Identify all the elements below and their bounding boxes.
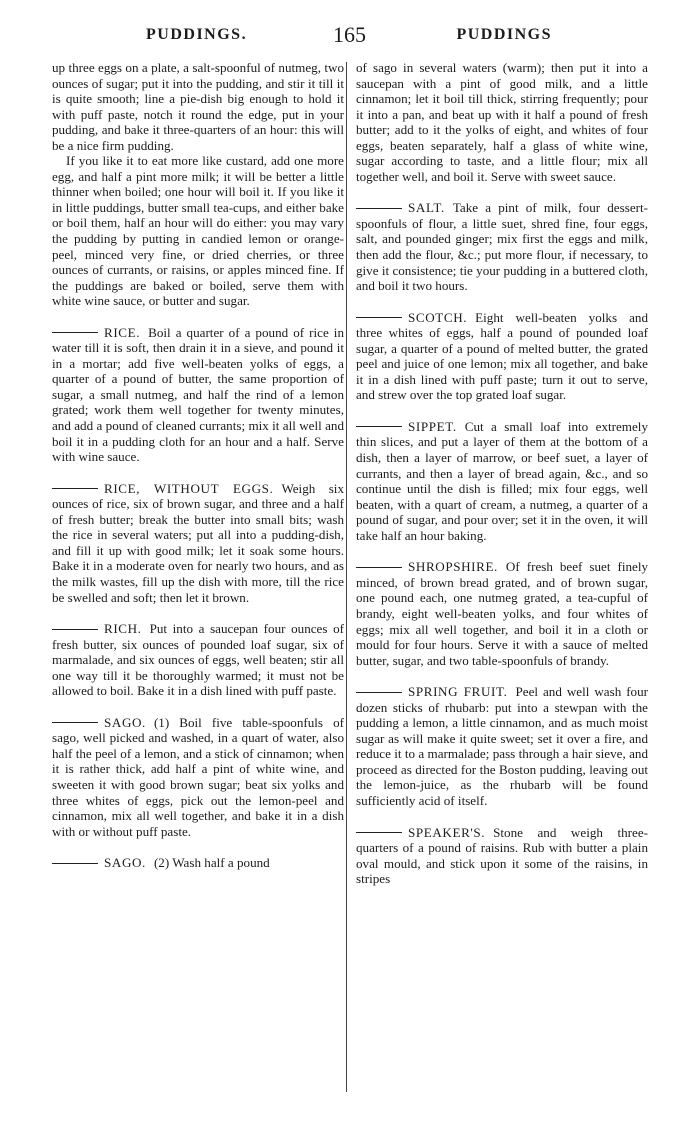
- recipe-text: Peel and well wash four dozen sticks of rhubarb: put into a stewpan with the pudding a lemon, a little cinnamon, and as much moist sugar as will make it quite sweet; set it over a fire, and reduce it to a marmalade; pass through a hair sieve, and proceed as directed for the Boston pudding, leaving out the lemon-juice, as the rhubarb will be found sufficiently acid of itself.: [356, 684, 648, 808]
- continued-paragraph: up three eggs on a plate, a salt-spoonful of nutmeg, two ounces of sugar; put it into the pudding, and stir it till it is quite smooth; line a pie-dish big enough to hold it with puff paste, notch it round the edge, put in your pudding, and bake it three-quarters of an hour: this will be a nice firm pudding.: [52, 60, 344, 153]
- recipe-speakers: [356, 825, 648, 887]
- recipe-sago-1: [52, 715, 344, 839]
- recipe-text: Boil a quarter of a pound of rice in water till it is soft, then drain it in a sieve, and pound it in a mortar; add five well-beaten yolks of eggs, a quarter of a pound of butter, the same proportion of sugar, a small nutmeg, and half the rind of a lemon grated; work them well together for twenty minutes, and add a pound of cleaned currants; mix it all well and boil it in a pudding cloth for an hour and a half. Serve with wine sauce.: [52, 324, 344, 465]
- recipe-heading: SIPPET.: [408, 418, 457, 434]
- ditto-rule: [52, 863, 98, 864]
- ditto-rule: [356, 426, 402, 427]
- ditto-rule: [356, 208, 402, 209]
- continued-paragraph: of sago in several waters (warm); then put it into a saucepan with a pint of good milk, and a little cinnamon; let it boil till thick, stirring frequently; pour it into a pan, and beat up with it half a pound of fresh butter; add to it the yolks of eight, and whites of four eggs, beaten separately, half a glass of white wine, sugar according to taste, and a little flour; mix all together well, and boil it. Serve with sweet sauce.: [356, 60, 648, 184]
- recipe-text: Take a pint of milk, four dessert-spoonfuls of flour, a little suet, shred fine, four eggs, salt, and pounded ginger; mix first the eggs and milk, then add the flour, &c.; put more flour, if necessary, to give it consistence; tie your pudding in a buttered cloth, and boil it two hours.: [356, 200, 648, 294]
- column-divider: [346, 62, 347, 1092]
- recipe-spring-fruit: [356, 684, 648, 808]
- recipe-heading: RICE.: [104, 324, 141, 340]
- recipe-heading: SAGO.: [104, 714, 146, 730]
- ditto-rule: [356, 692, 402, 693]
- recipe-heading: RICH.: [104, 621, 142, 637]
- recipe-heading: SCOTCH.: [408, 309, 468, 325]
- recipe-text: Of fresh beef suet finely minced, of brown bread grated, and of brown sugar, one pound each, one nutmeg grated, a tea-cupful of brandy, eight well-beaten yolks, and four whites of eggs; mix all well together, and boil it in a cloth or mould for four hours. Serve it with a sauce of melted butter, sugar, and two table-spoonfuls of brandy.: [356, 559, 648, 668]
- recipe-shropshire: [356, 559, 648, 668]
- custard-variation-paragraph: If you like it to eat more like custard, add one more egg, and half a pint more milk; it will be better a little thinner when boiled; one hour will boil it. If you like it in little puddings, butter small tea-cups, and either bake or boil them, half an hour will do either: you may vary the pudding by putting in candied lemon or orange-peel, minced very fine, or dried cherries, or three ounces of currants, or raisins, or apples minced fine. If the puddings are baked or boiled, serve them with white wine sauce, or butter and sugar.: [52, 153, 344, 309]
- ditto-rule: [52, 629, 98, 630]
- recipe-heading: RICE, WITHOUT EGGS.: [104, 480, 274, 496]
- ditto-rule: [52, 332, 98, 333]
- right-column: [356, 60, 648, 1130]
- recipe-salt: [356, 200, 648, 293]
- recipe-sippet: [356, 419, 648, 543]
- recipe-text: Put into a saucepan four ounces of fresh butter, six ounces of pounded loaf sugar, six of marmalade, and six ounces of eggs, well beaten; stir all one way till it be thoroughly warmed; it must not be allowed to boil. Bake it in a dish lined with puff paste.: [52, 621, 344, 699]
- left-column: [52, 60, 344, 1130]
- running-head-right: PUDDINGS: [456, 26, 552, 43]
- ditto-rule: [356, 832, 402, 833]
- recipe-rice: [52, 325, 344, 465]
- ditto-rule: [356, 317, 402, 318]
- recipe-rice-without-eggs: [52, 481, 344, 605]
- recipe-heading: SHROPSHIRE.: [408, 559, 498, 575]
- recipe-text: Stone and weigh three-quarters of a pound of raisins. Rub with butter a plain oval mould, and stick upon it some of the raisins, in stripes: [356, 824, 648, 887]
- recipe-heading: SAGO.: [104, 855, 146, 871]
- ditto-rule: [52, 488, 98, 489]
- running-head-left: PUDDINGS.: [146, 26, 248, 43]
- recipe-text: (1) Boil five table-spoonfuls of sago, well picked and washed, in a quart of water, also half the peel of a lemon, and a stick of cinnamon; when it is rather thick, add half a pint of white wine, and sweeten it with good brown sugar; beat six yolks and three whites of eggs, pick out the lemon-peel and cinnamon, mix all well together, and bake it in a dish with or without puff paste.: [52, 714, 344, 839]
- recipe-sago-2: [52, 855, 344, 871]
- recipe-text: (2) Wash half a pound: [153, 855, 270, 871]
- recipe-heading: SALT.: [408, 200, 445, 216]
- recipe-heading: SPRING FRUIT.: [408, 684, 508, 700]
- recipe-rich: [52, 621, 344, 699]
- ditto-rule: [52, 722, 98, 723]
- page-header: [48, 22, 652, 52]
- recipe-text: Weigh six ounces of rice, six of brown sugar, and three and a half of fresh butter; break the butter into small bits; wash the rice in several waters; put all into a pudding-dish, and fill it up with good milk; let it soak some hours. Bake it in a moderate oven for nearly two hours, and as the milk wastes, fill up the dish with more, till the rice be swelled and soft; then let it brown.: [52, 480, 344, 605]
- recipe-text: Eight well-beaten yolks and three whites of eggs, half a pound of pounded loaf sugar, a quarter of a pound of melted butter, the grated peel and juice of one lemon; mix all together, and bake it in a dish lined with puff paste; turn it out to serve, and strew over the top grated loaf sugar.: [356, 309, 648, 403]
- recipe-scotch: [356, 310, 648, 403]
- recipe-heading: SPEAKER'S.: [408, 824, 486, 840]
- ditto-rule: [356, 567, 402, 568]
- page-number: 165: [333, 22, 366, 47]
- recipe-text: Cut a small loaf into extremely thin slices, and put a layer of them at the bottom of a dish, then a layer of marrow, or beef suet, a layer of currants, and then a layer of bread again, &c., and so continue until the dish is filled; mix four eggs, well beaten, with a quart of cream, a nutmeg, a quarter of a pound of sugar, and pour over; set it in the oven, it will take half an hour baking.: [356, 418, 648, 543]
